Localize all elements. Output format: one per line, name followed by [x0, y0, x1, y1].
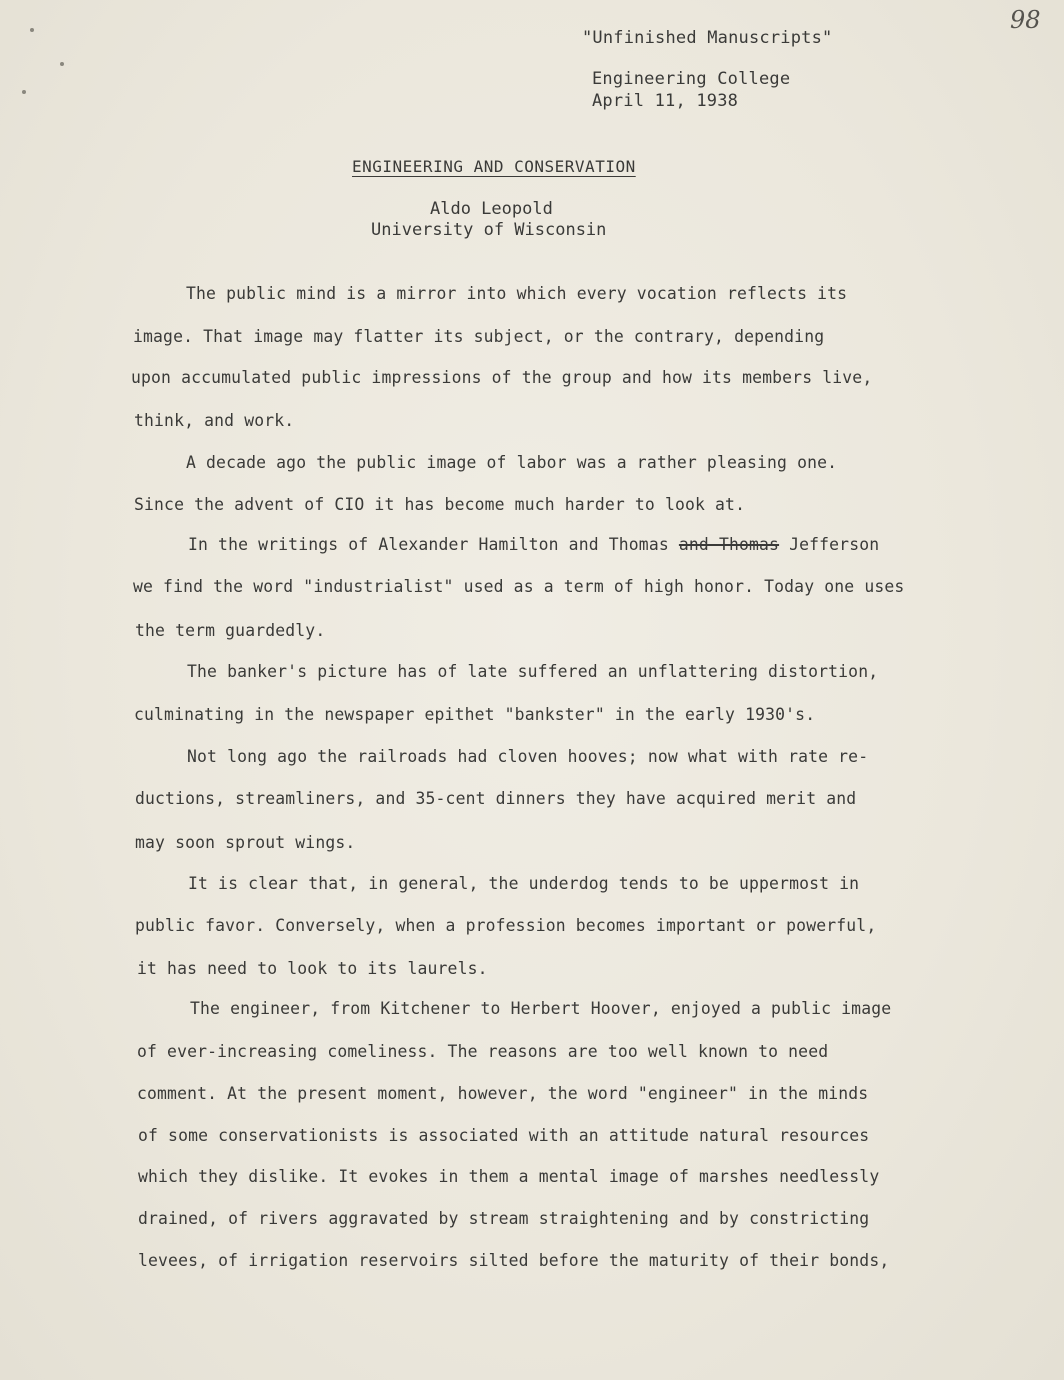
author: Aldo Leopold — [430, 199, 553, 219]
paragraph-4-line-2: culminating in the newspaper epithet "bankster" in the early 1930's. — [134, 705, 816, 724]
date: April 11, 1938 — [592, 91, 739, 111]
paragraph-4-line-1: The banker's picture has of late suffered an unflattering distortion, — [187, 662, 879, 681]
paragraph-1-line-2: image. That image may flatter its subject, or the contrary, depending — [133, 327, 825, 346]
paragraph-5-line-1: Not long ago the railroads had cloven hooves; now what with rate re- — [187, 747, 869, 766]
page-number: 98 — [1010, 6, 1041, 34]
paragraph-1-line-4: think, and work. — [134, 411, 295, 430]
paragraph-1-line-3: upon accumulated public impressions of the group and how its members live, — [131, 368, 873, 387]
venue: Engineering College — [592, 69, 791, 89]
paragraph-6-line-2: public favor. Conversely, when a profession becomes important or powerful, — [135, 916, 877, 935]
paper-speck — [22, 90, 26, 94]
paragraph-3-line-1 — [188, 535, 879, 554]
paper-speck — [30, 28, 34, 32]
paragraph-7-line-7: levees, of irrigation reservoirs silted before the maturity of their bonds, — [138, 1251, 890, 1270]
affiliation: University of Wisconsin — [371, 220, 607, 240]
paragraph-6-line-3: it has need to look to its laurels. — [137, 959, 488, 978]
paragraph-7-line-6: drained, of rivers aggravated by stream straightening and by constricting — [138, 1209, 870, 1228]
paragraph-7-line-2: of ever-increasing comeliness. The reasons are too well known to need — [137, 1042, 829, 1061]
paragraph-7-line-3: comment. At the present moment, however, the word "engineer" in the minds — [137, 1084, 869, 1103]
struck-text: and Thomas — [678, 535, 780, 554]
paragraph-7-line-5: which they dislike. It evokes in them a mental image of marshes needlessly — [138, 1167, 880, 1186]
paragraph-6-line-1: It is clear that, in general, the underdog tends to be uppermost in — [188, 874, 860, 893]
paragraph-2-line-1: A decade ago the public image of labor was a rather pleasing one. — [186, 453, 838, 472]
paragraph-5-line-3: may soon sprout wings. — [135, 833, 356, 852]
paragraph-7-line-4: of some conservationists is associated with an attitude natural resources — [138, 1126, 870, 1145]
paragraph-3-line-3: the term guardedly. — [135, 621, 326, 640]
paragraph-3-line-1-end: Jefferson — [779, 535, 880, 554]
paragraph-1-line-1: The public mind is a mirror into which every vocation reflects its — [186, 284, 848, 303]
paragraph-3-line-2: we find the word "industrialist" used as a term of high honor. Today one uses — [133, 577, 905, 596]
paragraph-5-line-2: ductions, streamliners, and 35-cent dinners they have acquired merit and — [135, 789, 857, 808]
paper-speck — [60, 62, 64, 66]
paragraph-7-line-1: The engineer, from Kitchener to Herbert Hoover, enjoyed a public image — [190, 999, 892, 1018]
series-title: "Unfinished Manuscripts" — [582, 28, 833, 48]
document-title: ENGINEERING AND CONSERVATION — [352, 157, 636, 176]
paragraph-3-line-1-start: In the writings of Alexander Hamilton and Thomas — [188, 535, 679, 554]
paragraph-2-line-2: Since the advent of CIO it has become much harder to look at. — [134, 495, 746, 514]
